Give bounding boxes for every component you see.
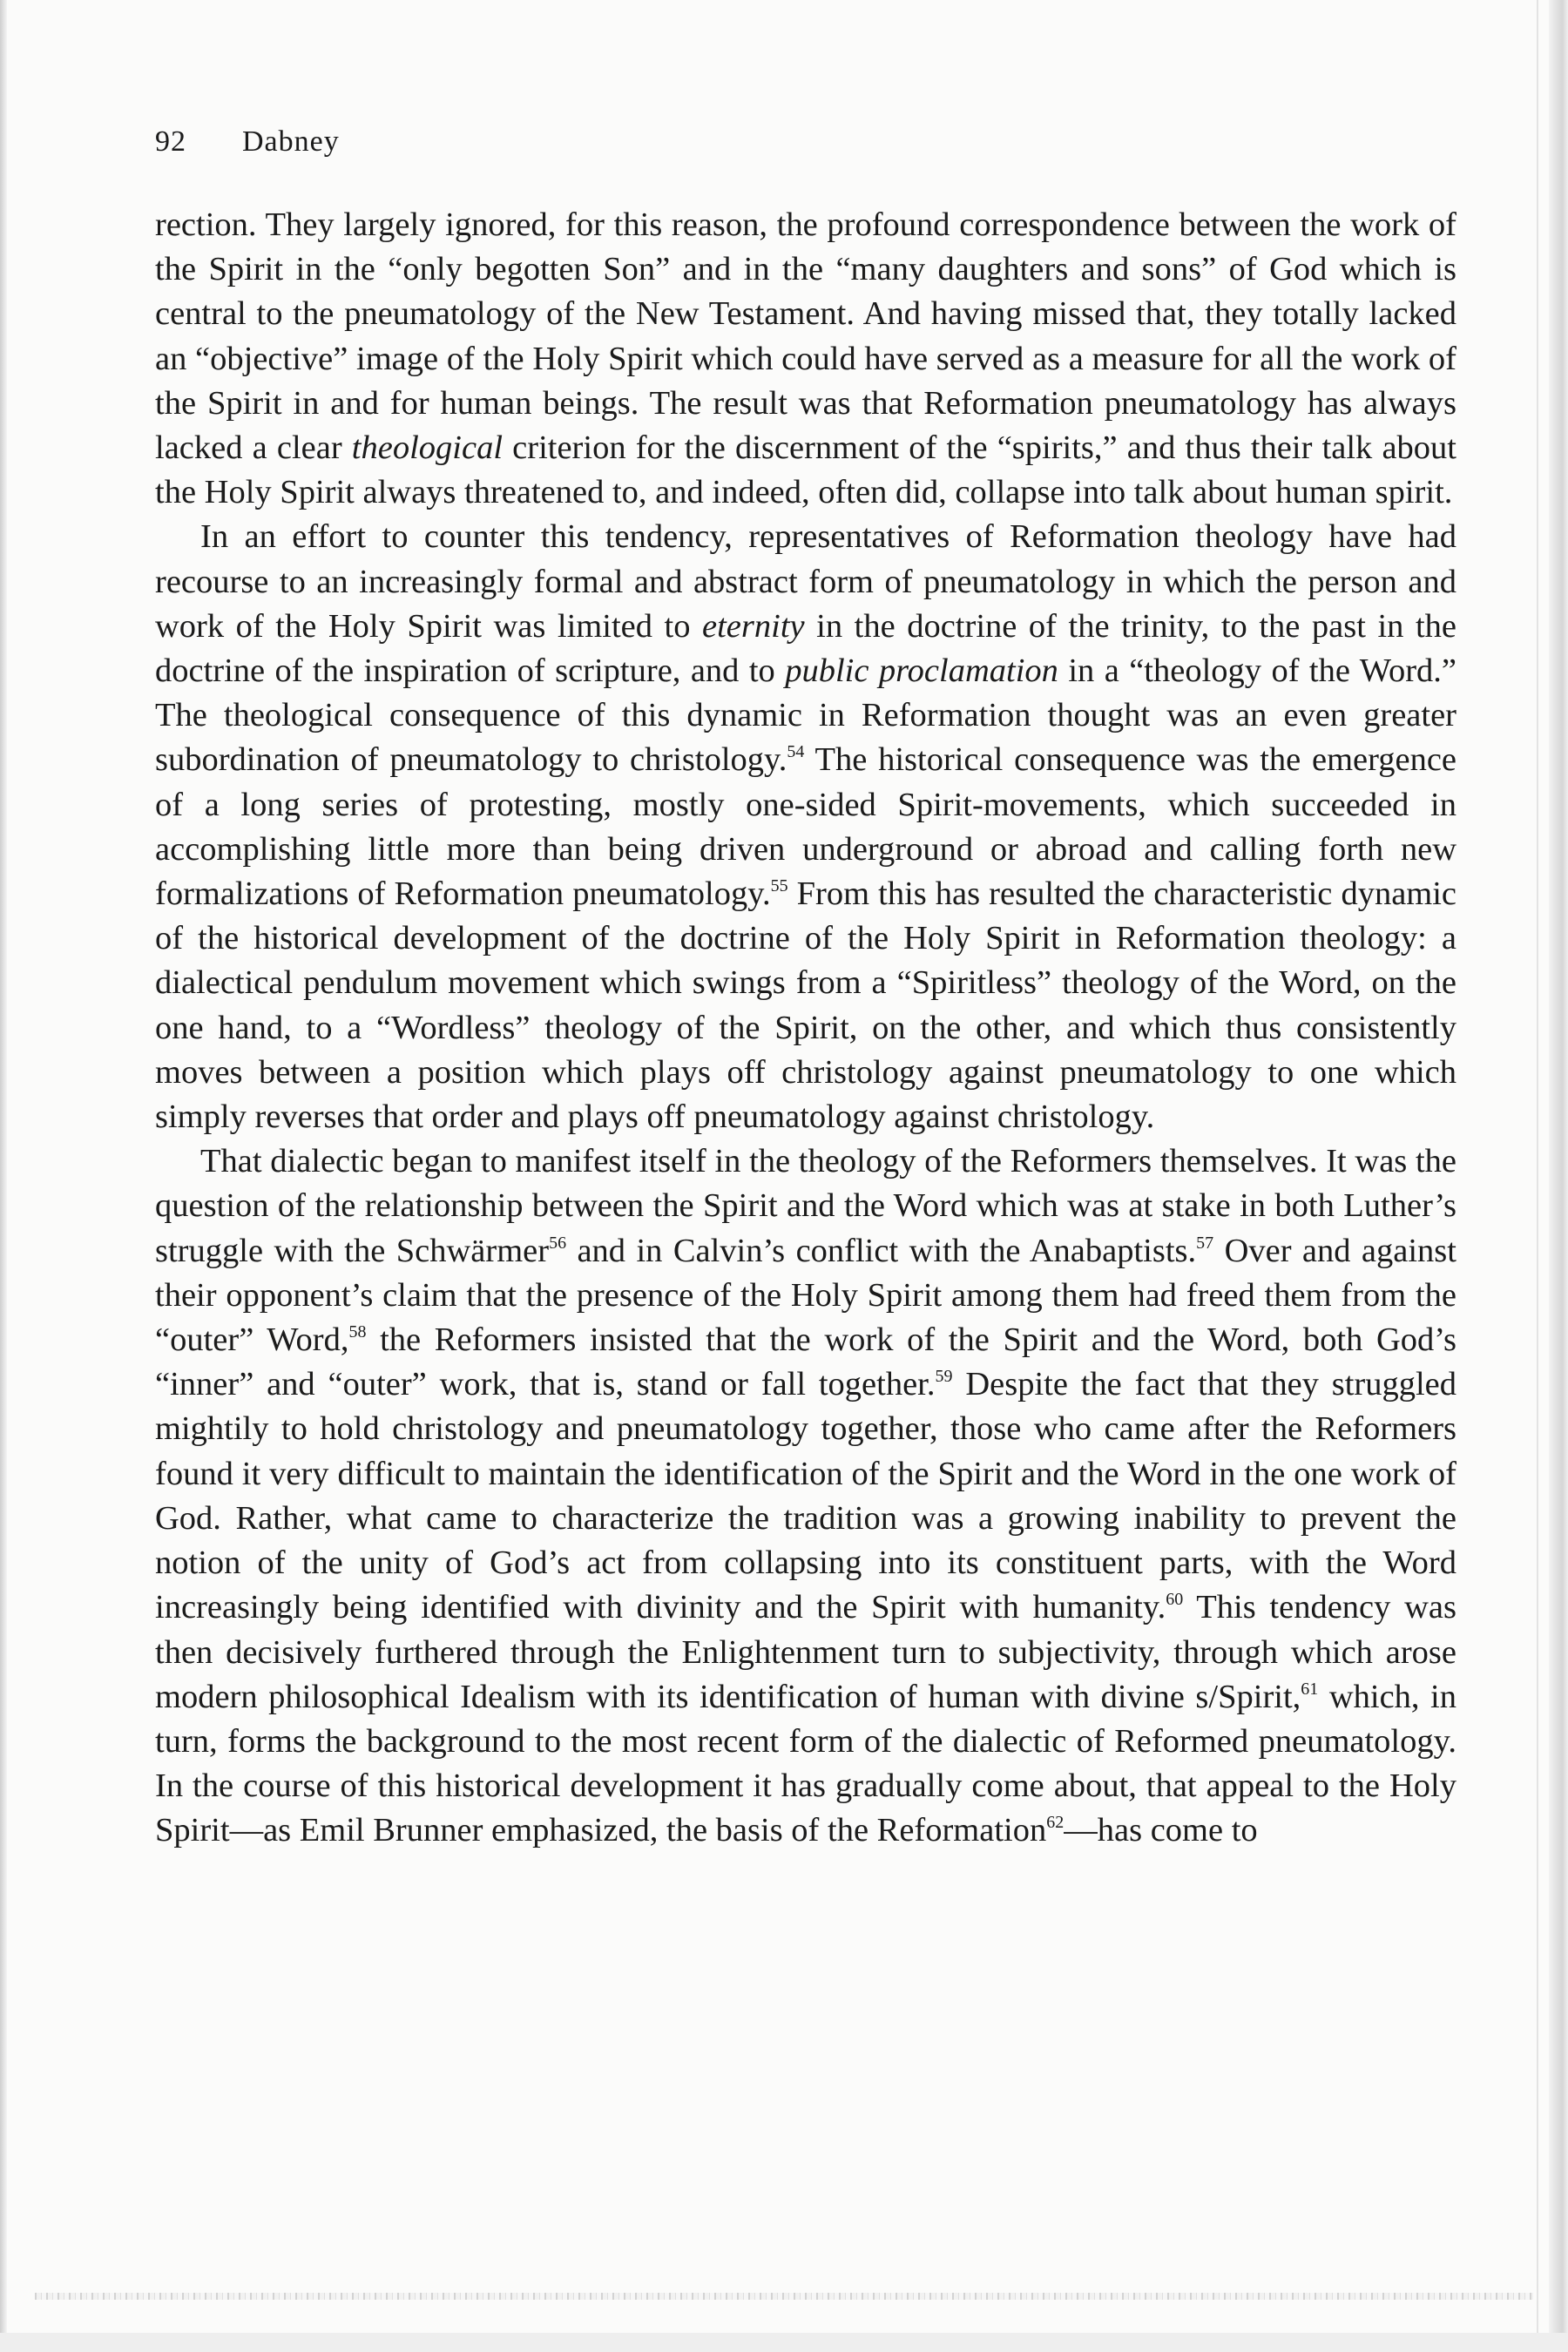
paragraph (155, 1139, 1456, 1853)
text-run: criterion for the discernment of the “spirits,” and thus their talk about the Holy Spirit always threatened to, and indeed, often did, collapse into talk about human spirit. (155, 429, 1456, 511)
footnote-ref: 59 (935, 1367, 953, 1387)
footnote-ref: 61 (1301, 1679, 1319, 1699)
text-run: That dialectic began to manifest itself in the theology of the Reformers themselves. It was the question of the relationship between the Spirit and the Word which was at stake in both Luther’s struggle with the Schwärmer (155, 1143, 1456, 1269)
text-run: the Reformers insisted that the work of the Spirit and the Word, both God’s “inner” and “outer” work, that is, stand or fall together. (155, 1321, 1456, 1403)
text-run: rection. They largely ignored, for this reason, the profound correspondence between the work of the Spirit in the “only begotten Son” and in the “many daughters and sons” of God which is central to the pneumatology of the New Testament. And having missed that, they totally lacked an “objective” image of the Holy Spirit which could have served as a measure for all the work of the Spirit in and for human beings. The result was that Reformation pneumatology has always lacked a clear (155, 206, 1456, 467)
text-run: in a “theology of the Word.” The theological consequence of this dynamic in Reformation thought was an even greater subordination of pneumatology to christology. (155, 652, 1456, 779)
footnote-ref: 54 (787, 742, 805, 762)
footnote-ref: 60 (1166, 1590, 1184, 1610)
italic-term: theological (351, 429, 504, 467)
italic-term: eternity (702, 607, 805, 645)
text-run: The historical consequence was the emergence of a long series of protesting, mostly one-sided Spirit-movements, which succeeded in accomplishing little more than being driven underground or abroad and calling forth new formalizations of Reformation pneumatology. (155, 741, 1456, 913)
text-run: From this has resulted the characteristic dynamic of the historical development of the doctrine of the Holy Spirit in Reformation theology: a dialectical pendulum movement which swings from a “Spiritless” theology of the Word, on the one hand, to a “Wordless” theology of the Spirit, on the other, and which thus consistently moves between a position which plays off christology against pneumatology to one which simply reverses that order and plays off pneumatology against christology. (155, 875, 1457, 1136)
scan-edge-right (1549, 0, 1568, 2352)
footnote-ref: 57 (1196, 1233, 1214, 1253)
text-run: and in Calvin’s conflict with the Anabaptists. (566, 1232, 1197, 1269)
paragraph (155, 203, 1456, 515)
scan-edge-bottom-texture (35, 2293, 1533, 2300)
scan-edge-left (0, 0, 7, 2352)
italic-term: public proclamation (785, 652, 1058, 690)
footnote-ref: 55 (770, 876, 788, 896)
page-number: 92 (155, 125, 186, 158)
footnote-ref: 56 (549, 1233, 567, 1253)
text-run: Despite the fact that they struggled mightily to hold christology and pneumatology together, those who came after the Reformers found it very difficult to maintain the identification of the Spirit and the Word in the one work of God. Rather, what came to characterize the tradition was a growing inability to prevent the notion of the unity of God’s act from collapsing into its constituent parts, with the Word increasingly being identified with divinity and the Spirit with humanity. (155, 1366, 1457, 1626)
body-text (155, 203, 1456, 1854)
footnote-ref: 58 (348, 1322, 367, 1342)
text-run: which, in turn, forms the background to the most recent form of the dialectic of Reformed pneumatology. In the course of this historical development it has gradually come about, that appeal to the Holy Spirit—as Emil Brunner emphasized, the basis of the Reformation (155, 1678, 1456, 1849)
text-run: In an effort to counter this tendency, representatives of Reformation theology have had recourse to an increasingly formal and abstract form of pneumatology in which the person and work of the Holy Spirit was limited to (155, 518, 1456, 645)
paragraph (155, 515, 1456, 1139)
running-head-author: Dabney (242, 125, 340, 158)
text-run: This tendency was then decisively furthered through the Enlightenment turn to subjectivity, through which arose modern philosophical Idealism with its identification of human with divine s/Spirit, (155, 1589, 1456, 1715)
text-run: Over and against their opponent’s claim that the presence of the Holy Spirit among them had freed them from the “outer” Word, (155, 1232, 1456, 1359)
footnote-ref: 62 (1046, 1813, 1064, 1833)
scan-edge-right-line (1537, 0, 1538, 2352)
text-run: in the doctrine of the trinity, to the past in the doctrine of the inspiration of scripture, and to (155, 607, 1456, 690)
text-run: —has come to (1064, 1812, 1258, 1849)
scan-edge-bottom (0, 2333, 1568, 2352)
running-head (155, 125, 340, 159)
